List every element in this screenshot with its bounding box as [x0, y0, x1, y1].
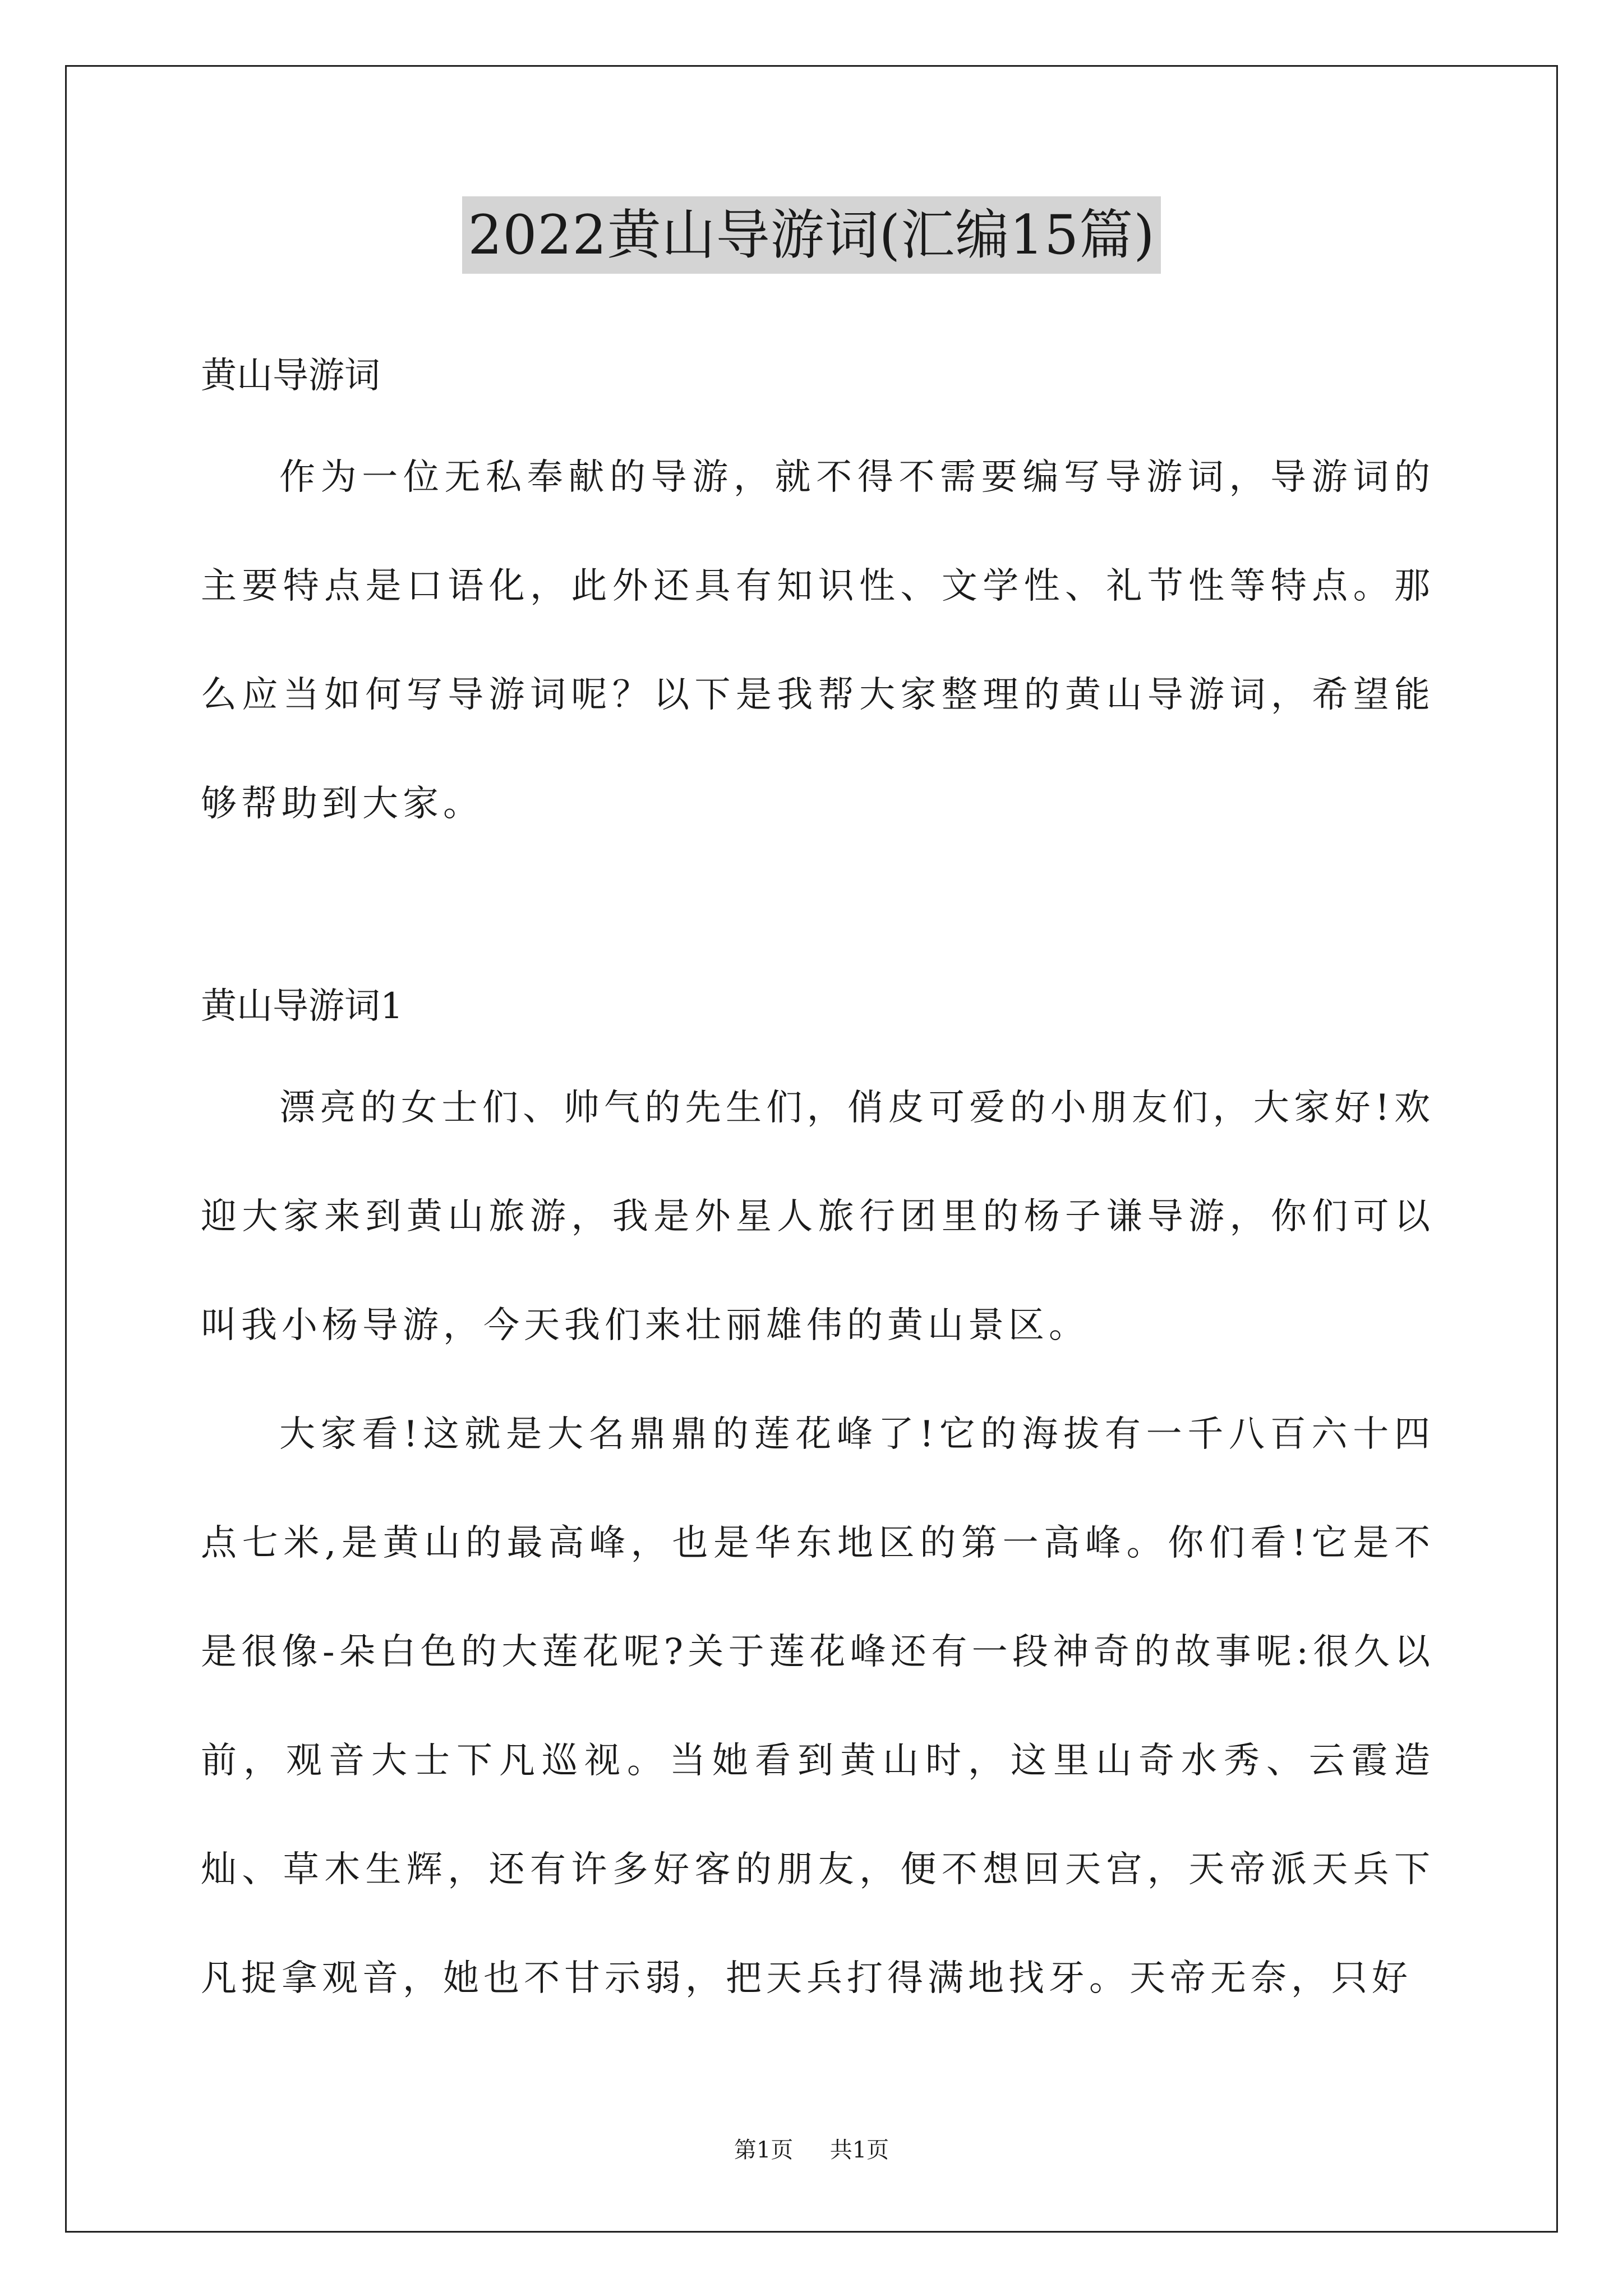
paragraph: 漂亮的女士们、帅气的先生们，俏皮可爱的小朋友们，大家好!欢迎大家来到黄山旅游，我是外星人旅行团里的杨子谦导游，你们可以叫我小杨导游，今天我们来壮丽雄伟的黄山景区。	[201, 1087, 1435, 1346]
section-heading: 黄山导游词	[201, 355, 380, 397]
section-heading: 黄山导游词1	[201, 986, 403, 1027]
page-number: 第1页	[734, 2137, 794, 2163]
paragraph: 作为一位无私奉献的导游，就不得不需要编写导游词，导游词的主要特点是口语化，此外还具有知识性、文学性、礼节性等特点。那么应当如何写导游词呢？以下是我帮大家整理的黄山导游词，希望能够帮助到大家。	[201, 457, 1435, 825]
page-footer	[0, 2136, 1623, 2164]
document-title: 2022黄山导游词(汇编15篇)	[462, 196, 1160, 274]
paragraph: 大家看!这就是大名鼎鼎的莲花峰了!它的海拔有一千八百六十四点七米,是黄山的最高峰，也是华东地区的第一高峰。你们看!它是不是很像-朵白色的大莲花呢?关于莲花峰还有一段神奇的故事呢:很久以前，观音大士下凡巡视。当她看到黄山时，这里山奇水秀、云霞造灿、草木生辉，还有许多好客的朋友，便不想回天宫，天帝派天兵下凡捉拿观音，她也不甘示弱，把天兵打得满地找牙。天帝无奈，只好	[201, 1414, 1435, 1999]
document-body	[201, 348, 1435, 2033]
page-total: 共1页	[829, 2137, 889, 2163]
document-title-wrap	[0, 196, 1623, 274]
